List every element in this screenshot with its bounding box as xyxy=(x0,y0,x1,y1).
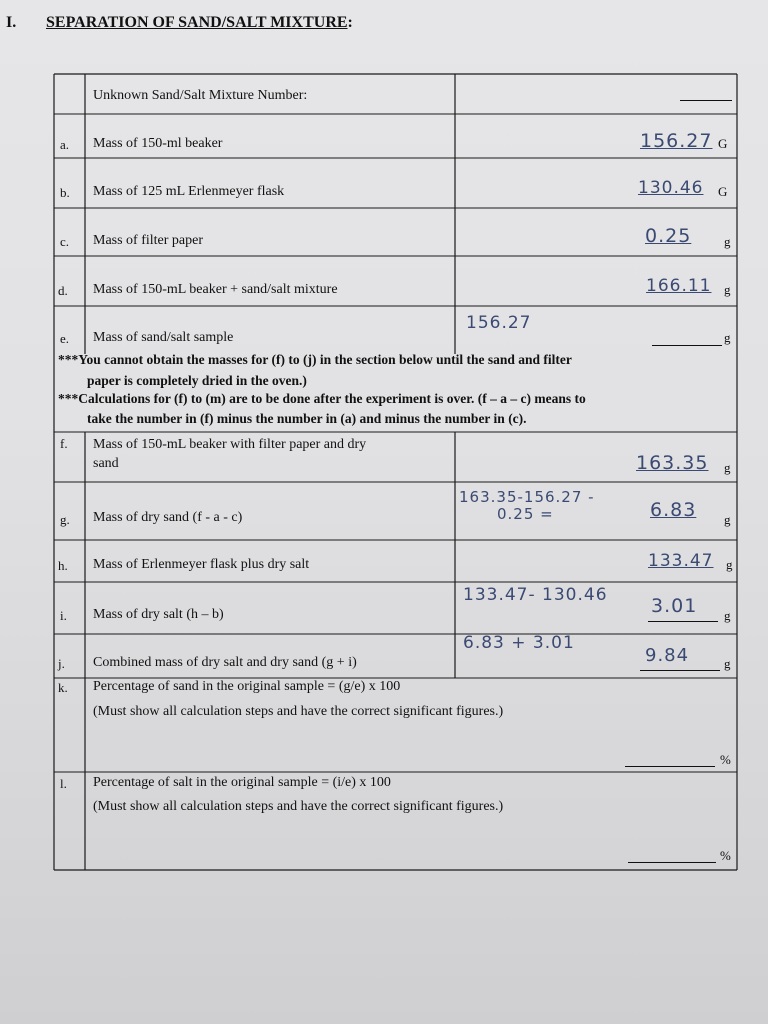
row-k-unit: % xyxy=(720,752,731,767)
row-g-label: Mass of dry sand (f - a - c) xyxy=(93,510,243,525)
row-d-unit: g xyxy=(724,282,731,297)
note-oven-line2: paper is completely dried in the oven.) xyxy=(87,373,307,388)
row-d-value: 166.11 xyxy=(646,276,712,296)
row-d-letter: d. xyxy=(58,283,68,298)
row-k-note: (Must show all calculation steps and have the correct significant figures.) xyxy=(93,704,504,719)
row-g-unit: g xyxy=(724,512,731,527)
unknown-mixture-label: Unknown Sand/Salt Mixture Number: xyxy=(93,88,308,103)
row-k-letter: k. xyxy=(58,680,68,695)
row-j-work: 6.83 + 3.01 xyxy=(463,633,575,653)
row-a-unit: G xyxy=(718,136,728,151)
section-number: I. xyxy=(6,14,17,31)
note-oven-line1: ***You cannot obtain the masses for (f) to (j) in the section below until the sand and filter xyxy=(58,352,572,367)
unknown-mixture-blank xyxy=(680,100,732,101)
row-i-label: Mass of dry salt (h – b) xyxy=(93,607,224,622)
section-colon: : xyxy=(347,14,353,31)
row-c-letter: c. xyxy=(60,234,70,249)
row-l-label: Percentage of salt in the original sample = (i/e) x 100 xyxy=(93,775,391,790)
row-c-label: Mass of filter paper xyxy=(93,233,204,248)
note-calc-line2: take the number in (f) minus the number in (a) and minus the number in (c). xyxy=(87,411,527,426)
row-e-work: 156.27 xyxy=(466,313,532,333)
row-b-label: Mass of 125 mL Erlenmeyer flask xyxy=(93,184,285,199)
row-f-label-line1: Mass of 150-mL beaker with filter paper and dry xyxy=(93,437,367,452)
row-i-blank xyxy=(648,621,718,622)
row-l-letter: l. xyxy=(60,776,67,791)
row-b-value: 130.46 xyxy=(638,178,704,198)
row-k-blank xyxy=(625,766,715,767)
row-e-letter: e. xyxy=(60,331,70,346)
row-h-unit: g xyxy=(726,557,733,572)
row-i-letter: i. xyxy=(60,608,67,623)
row-j-letter: j. xyxy=(58,656,65,671)
row-i-value: 3.01 xyxy=(651,595,698,617)
row-d-label: Mass of 150-mL beaker + sand/salt mixture xyxy=(93,282,338,297)
row-k-label: Percentage of sand in the original sample = (g/e) x 100 xyxy=(93,679,401,694)
row-f-letter: f. xyxy=(60,436,68,451)
row-j-blank xyxy=(640,670,720,671)
row-b-letter: b. xyxy=(60,185,70,200)
row-h-value: 133.47 xyxy=(648,551,714,571)
row-b-unit: G xyxy=(718,184,728,199)
row-j-label: Combined mass of dry salt and dry sand (g + i) xyxy=(93,655,357,670)
row-g-work-line1: 163.35-156.27 - xyxy=(459,488,595,506)
row-f-unit: g xyxy=(724,460,731,475)
row-l-unit: % xyxy=(720,848,731,863)
row-e-unit: g xyxy=(724,330,731,345)
row-i-unit: g xyxy=(724,608,731,623)
row-e-label: Mass of sand/salt sample xyxy=(93,330,234,345)
section-title: SEPARATION OF SAND/SALT MIXTURE xyxy=(46,14,348,31)
row-g-work-line2: 0.25 = xyxy=(497,505,554,523)
row-a-letter: a. xyxy=(60,137,70,152)
note-calc-line1: ***Calculations for (f) to (m) are to be done after the experiment is over. (f – a – c) means to xyxy=(58,391,586,406)
row-f-value: 163.35 xyxy=(636,452,709,474)
row-j-unit: g xyxy=(724,656,731,671)
row-c-unit: g xyxy=(724,234,731,249)
row-g-letter: g. xyxy=(60,512,70,527)
row-a-label: Mass of 150-ml beaker xyxy=(93,136,223,151)
row-a-value: 156.27 xyxy=(640,130,713,152)
row-c-value: 0.25 xyxy=(645,225,692,247)
row-e-blank xyxy=(652,345,722,346)
row-i-work: 133.47- 130.46 xyxy=(463,585,608,605)
row-h-label: Mass of Erlenmeyer flask plus dry salt xyxy=(93,557,310,572)
row-j-value: 9.84 xyxy=(645,645,690,666)
row-h-letter: h. xyxy=(58,558,68,573)
row-l-blank xyxy=(628,862,716,863)
row-g-value: 6.83 xyxy=(650,499,697,521)
row-l-note: (Must show all calculation steps and have the correct significant figures.) xyxy=(93,799,504,814)
row-f-label-line2: sand xyxy=(93,456,119,471)
